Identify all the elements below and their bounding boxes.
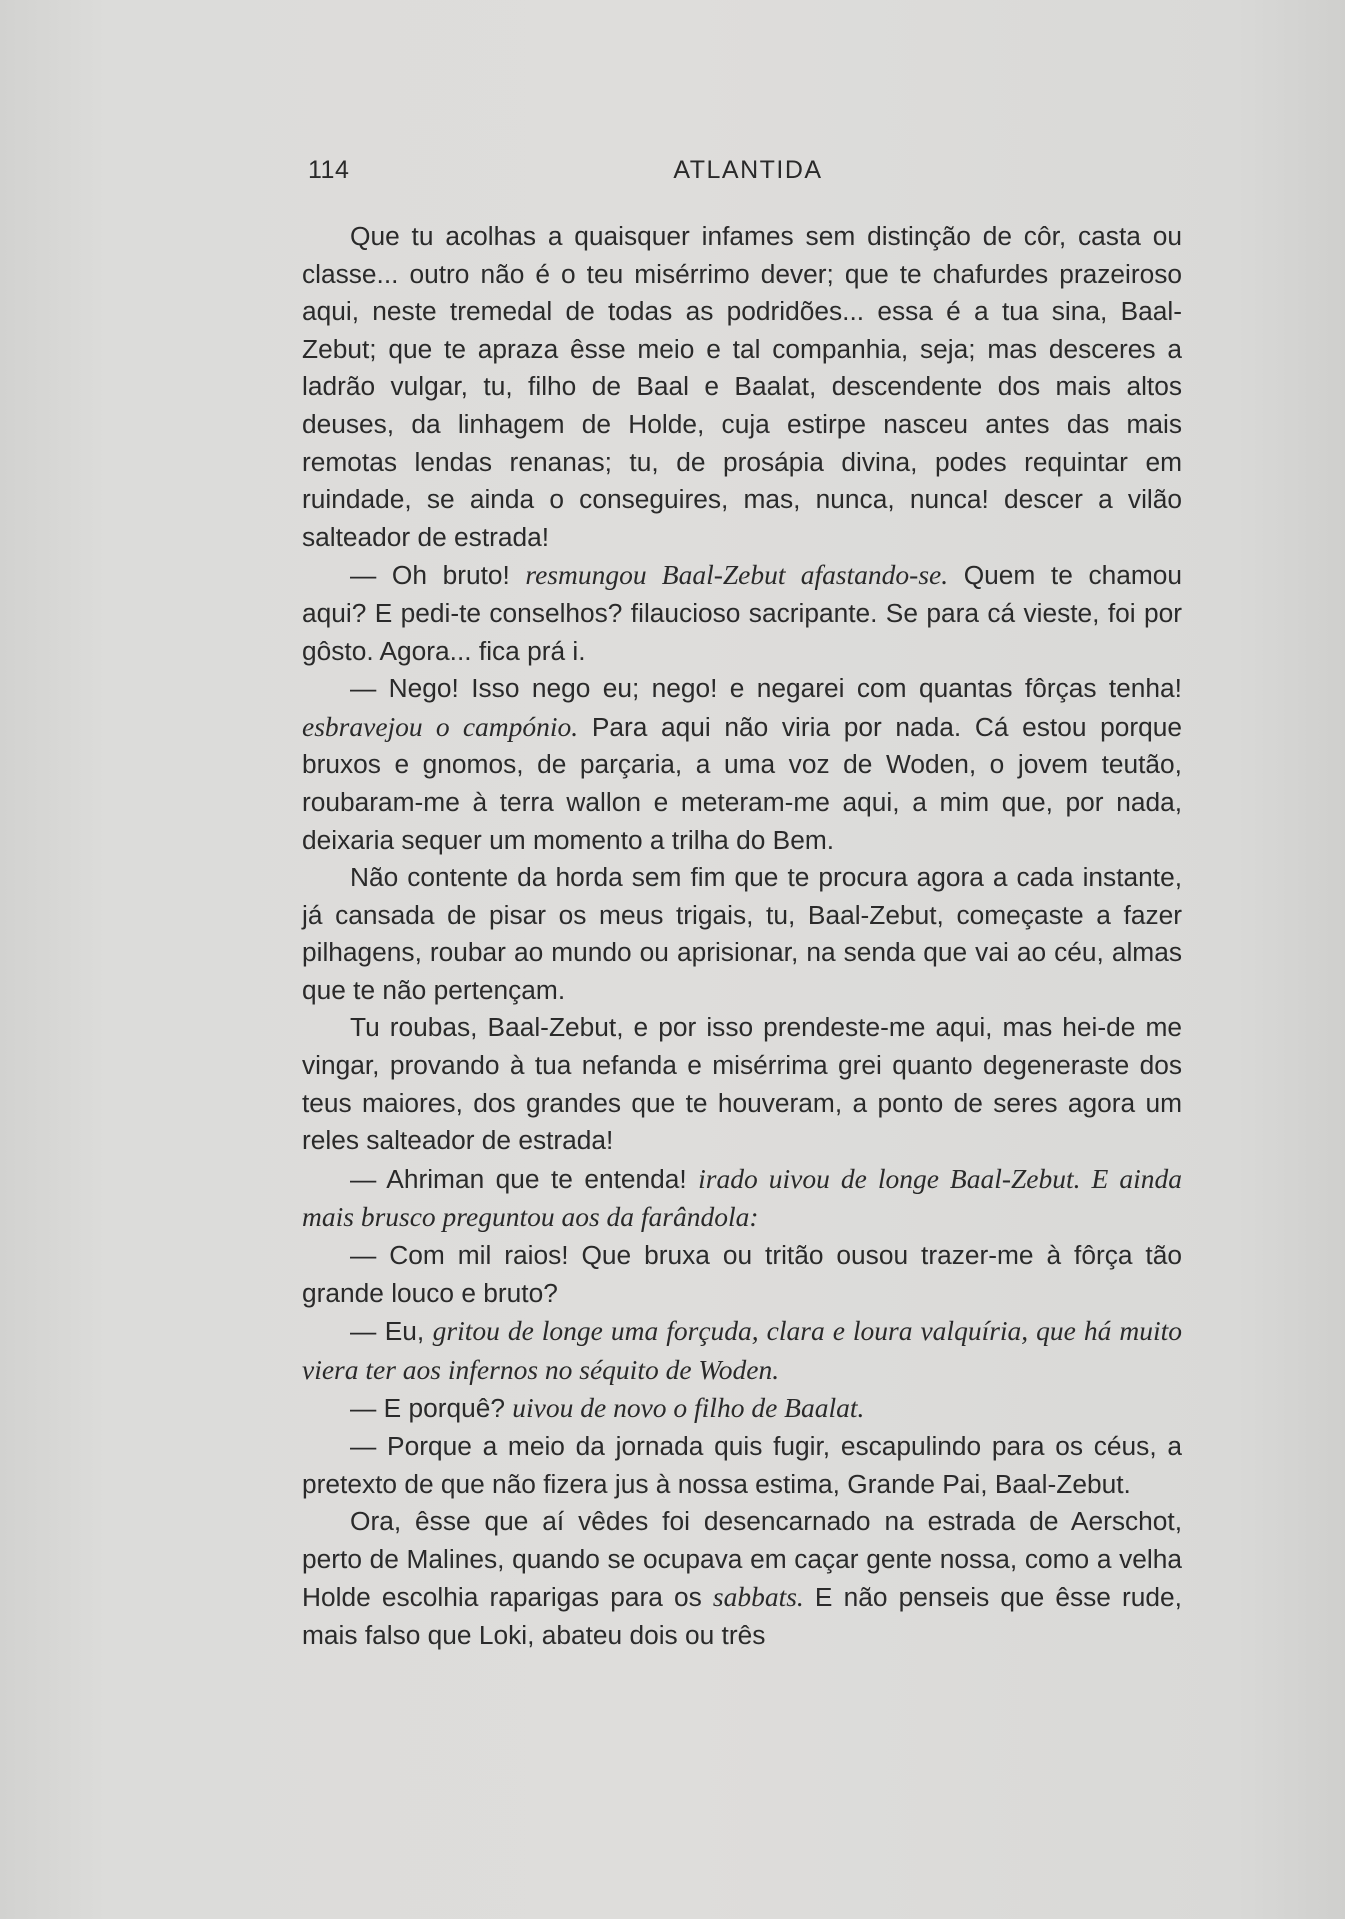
paragraph (302, 1503, 1182, 1654)
text-run: Tu roubas, Baal-Zebut, e por isso prendeste-me aqui, mas hei-de me vingar, provando à tua nefanda e misérrima grei quanto degeneraste dos teus maiores, dos grandes que te houveram, a ponto de seres agora um reles salteador de estrada! (302, 1012, 1182, 1156)
text-run: — E porquê? (350, 1393, 513, 1424)
italic-run: resmungou Baal-Zebut afastando-se. (525, 559, 949, 591)
text-run: Que tu acolhas a quaisquer infames sem distinção de côr, casta ou classe... outro não é o teu misérrimo dever; que te chafurdes prazeiroso aqui, neste tremedal de todas as podridões... essa é a tua sina, Baal-Zebut; que te apraza êsse meio e tal companhia, seja; mas desceres a ladrão vulgar, tu, filho de Baal e Baalat, descendente dos mais altos deuses, da linhagem de Holde, cuja estirpe nasceu antes das mais remotas lendas renanas; tu, de prosápia divina, podes requintar em ruindade, se ainda o conseguires, mas, nunca, nunca! descer a vilão salteador de estrada! (302, 221, 1182, 552)
italic-run: irado uivou de longe Baal-Zebut. E ainda mais brusco preguntou aos da farândola: (302, 1162, 1182, 1233)
paragraph (302, 556, 1182, 670)
paragraph (302, 1237, 1182, 1312)
paragraph (302, 1160, 1182, 1237)
text-run: — Com mil raios! Que bruxa ou tritão ousou trazer-me à fôrça tão grande louco e bruto? (302, 1240, 1182, 1308)
text-run: — Eu, (350, 1316, 433, 1347)
page-number: 114 (308, 156, 350, 184)
italic-run: uivou de novo o filho de Baalat. (512, 1392, 865, 1424)
paragraph (302, 1389, 1182, 1428)
paragraph (302, 1009, 1182, 1159)
running-head (308, 156, 1188, 192)
running-title: ATLANTIDA (673, 156, 823, 184)
text-run: — Porque a meio da jornada quis fugir, escapulindo para os céus, a pretexto de que não fizera jus à nossa estima, Grande Pai, Baal-Zebut. (302, 1431, 1182, 1499)
paragraph (302, 1428, 1182, 1503)
text-run: E não penseis que êsse rude, mais falso que Loki, abateu dois ou três (302, 1582, 1182, 1650)
italic-run: esbravejou o campónio. (302, 710, 579, 742)
paragraph (302, 670, 1182, 859)
text-run: — Oh bruto! (350, 560, 526, 591)
body-text (302, 218, 1182, 1655)
text-run: Quem te chamou aqui? E pedi-te conselhos? filaucioso sacripante. Se para cá vieste, foi por gôsto. Agora... fica prá i. (302, 560, 1183, 666)
text-run: — Nego! Isso nego eu; nego! e negarei com quantas fôrças tenha! (350, 673, 1182, 704)
text-run: Para aqui não viria por nada. Cá estou porque bruxos e gnomos, de parçaria, a uma voz de Woden, o jovem teutão, roubaram-me à terra wallon e meteram-me aqui, a mim que, por nada, deixaria sequer um momento a trilha do Bem. (302, 711, 1182, 855)
paragraph (302, 859, 1182, 1009)
text-run: Não contente da horda sem fim que te procura agora a cada instante, já cansada de pisar os meus trigais, tu, Baal-Zebut, começaste a fazer pilhagens, roubar ao mundo ou aprisionar, na senda que vai ao céu, almas que te não pertençam. (302, 862, 1182, 1005)
text-run: — Ahriman que te entenda! (350, 1163, 699, 1194)
paragraph (302, 1312, 1182, 1389)
text-run: Ora, êsse que aí vêdes foi desencarnado na estrada de Aerschot, perto de Malines, quando se ocupava em caçar gente nossa, como a velha Holde escolhia raparigas para os (302, 1506, 1182, 1613)
italic-run: sabbats. (712, 1581, 804, 1613)
italic-run: gritou de longe uma forçuda, clara e loura valquíria, que há muito viera ter aos infernos no séquito de Woden. (302, 1315, 1182, 1385)
paragraph (302, 218, 1182, 556)
